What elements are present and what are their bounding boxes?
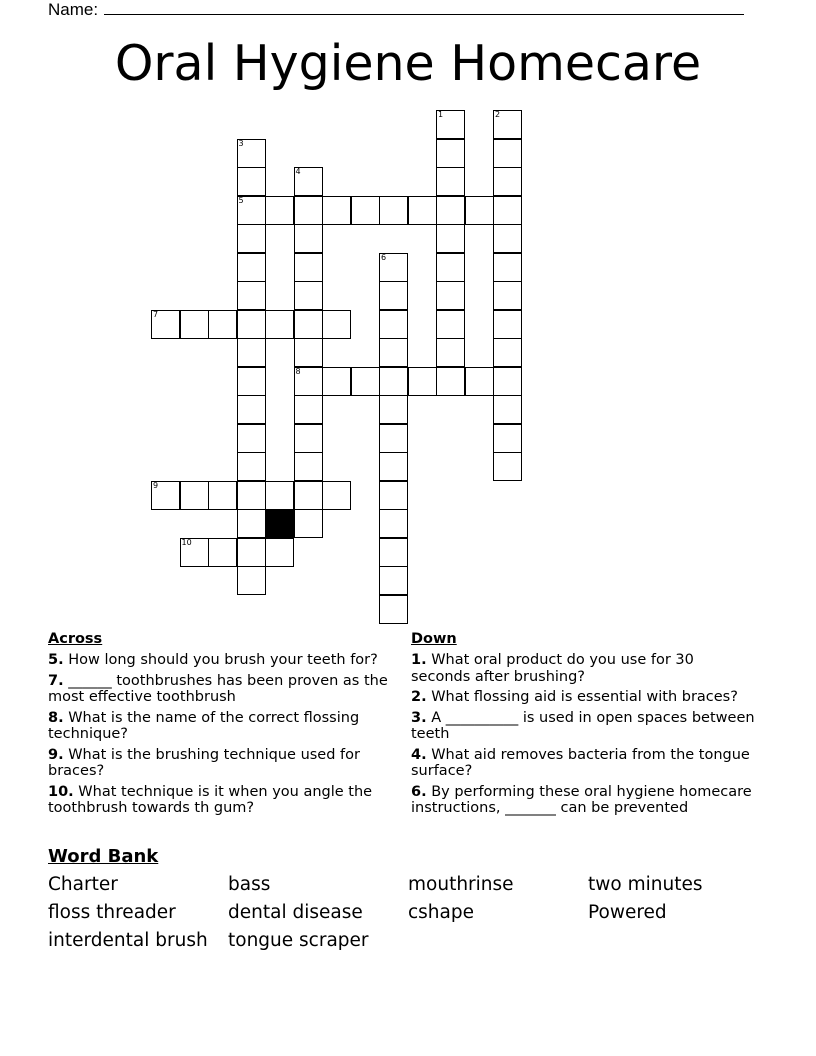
grid-cell[interactable] — [436, 253, 465, 282]
clue-text: What technique is it when you angle the toothbrush towards th gum? — [48, 783, 373, 816]
clue-text: A __________ is used in open spaces between teeth — [411, 709, 755, 742]
grid-cell[interactable] — [294, 338, 323, 367]
clue-number-label: 1. — [411, 652, 427, 668]
grid-cell[interactable] — [379, 281, 408, 310]
grid-cell[interactable] — [436, 110, 465, 139]
clue-number: 2 — [495, 110, 501, 119]
grid-cell[interactable] — [237, 538, 266, 567]
page-title: Oral Hygiene Homecare — [114, 35, 702, 92]
clue-number: 4 — [295, 167, 301, 176]
grid-cell[interactable] — [151, 310, 180, 339]
grid-cell[interactable] — [294, 367, 323, 396]
word-bank-item: floss threader — [48, 902, 176, 923]
grid-cell[interactable] — [294, 253, 323, 282]
clue-number-label: 7. — [48, 672, 64, 689]
grid-cell[interactable] — [493, 367, 522, 396]
across-clue — [48, 673, 393, 706]
clue-text: What oral product do you use for 30 seconds after brushing? — [411, 652, 694, 685]
grid-cell[interactable] — [265, 310, 294, 339]
grid-cell[interactable] — [379, 566, 408, 595]
down-clue — [411, 784, 756, 817]
grid-cell[interactable] — [379, 310, 408, 339]
grid-cell[interactable] — [436, 224, 465, 253]
clue-number-label: 4. — [411, 746, 427, 763]
grid-cell[interactable] — [294, 481, 323, 510]
down-clue — [411, 689, 756, 706]
grid-cell[interactable] — [351, 196, 380, 225]
word-bank-item: Charter — [48, 874, 118, 895]
clue-number: 10 — [181, 537, 192, 547]
grid-cell[interactable] — [379, 481, 408, 510]
grid-cell[interactable] — [436, 310, 465, 339]
grid-cell[interactable] — [208, 310, 237, 339]
clue-number: 3 — [238, 138, 244, 148]
grid-cell[interactable] — [493, 139, 522, 168]
grid-cell[interactable] — [493, 110, 522, 139]
grid-cell[interactable] — [436, 281, 465, 310]
word-bank-item: mouthrinse — [408, 874, 514, 895]
clue-text: ______ toothbrushes has been proven as the most effective toothbrush — [48, 672, 388, 705]
grid-cell[interactable] — [237, 338, 266, 367]
clue-number-label: 2. — [411, 689, 427, 705]
word-bank-item: Powered — [588, 902, 667, 923]
clue-number-label: 5. — [48, 652, 64, 668]
grid-cell[interactable] — [208, 481, 237, 510]
grid-cell[interactable] — [322, 196, 351, 225]
grid-cell[interactable] — [493, 281, 522, 310]
grid-cell[interactable] — [237, 481, 266, 510]
clue-text: What aid removes bacteria from the tongue surface? — [411, 746, 750, 779]
word-bank-item: cshape — [408, 902, 474, 923]
word-bank-heading: Word Bank — [48, 846, 159, 867]
grid-cell[interactable] — [436, 196, 465, 225]
grid-cell[interactable] — [493, 424, 522, 453]
clue-text: How long should you brush your teeth for? — [63, 652, 378, 668]
grid-cell[interactable] — [180, 310, 209, 339]
grid-cell[interactable] — [265, 196, 294, 225]
grid-cell[interactable] — [237, 281, 266, 310]
grid-cell[interactable] — [237, 196, 266, 225]
clue-number-label: 9. — [48, 746, 64, 763]
grid-cell[interactable] — [237, 367, 266, 396]
grid-cell[interactable] — [465, 196, 494, 225]
grid-cell[interactable] — [265, 538, 294, 567]
word-bank-item: two minutes — [588, 874, 703, 895]
across-heading: Across — [48, 631, 103, 647]
grid-cell[interactable] — [237, 452, 266, 481]
grid-cell[interactable] — [379, 509, 408, 538]
grid-cell[interactable] — [180, 538, 209, 567]
clue-number-label: 10. — [48, 783, 74, 800]
grid-cell[interactable] — [379, 367, 408, 396]
grid-cell[interactable] — [180, 481, 209, 510]
grid-cell[interactable] — [493, 310, 522, 339]
grid-cell[interactable] — [379, 538, 408, 567]
clue-number: 7 — [153, 309, 159, 319]
grid-cell[interactable] — [237, 253, 266, 282]
grid-cell[interactable] — [351, 367, 380, 396]
grid-cell[interactable] — [237, 395, 266, 424]
grid-cell[interactable] — [493, 338, 522, 367]
grid-cell[interactable] — [151, 481, 180, 510]
clue-text: By performing these oral hygiene homecare instructions, _______ can be prevented — [411, 783, 752, 816]
across-clue — [48, 747, 393, 780]
grid-cell[interactable] — [436, 139, 465, 168]
across-clue — [48, 652, 393, 669]
clue-number: 5 — [238, 195, 244, 205]
grid-cell[interactable] — [294, 452, 323, 481]
grid-cell[interactable] — [294, 310, 323, 339]
grid-cell[interactable] — [237, 310, 266, 339]
down-clue — [411, 652, 756, 685]
clue-number: 8 — [295, 366, 301, 376]
grid-cell[interactable] — [379, 196, 408, 225]
clue-text: What flossing aid is essential with braces? — [426, 689, 738, 705]
clue-text: What is the brushing technique used for braces? — [48, 746, 360, 779]
grid-cell[interactable] — [379, 424, 408, 453]
across-clue — [48, 784, 393, 817]
grid-cell[interactable] — [237, 167, 266, 196]
down-clue — [411, 747, 756, 780]
grid-cell[interactable] — [465, 367, 494, 396]
down-clue — [411, 710, 756, 743]
clue-number-label: 3. — [411, 709, 427, 726]
grid-cell[interactable] — [237, 566, 266, 595]
grid-cell[interactable] — [294, 509, 323, 538]
clue-number: 9 — [153, 480, 159, 490]
across-clues — [48, 630, 393, 821]
clue-number-label: 6. — [411, 783, 427, 800]
grid-cell[interactable] — [493, 224, 522, 253]
grid-cell[interactable] — [379, 338, 408, 367]
grid-cell[interactable] — [294, 224, 323, 253]
grid-cell[interactable] — [322, 310, 351, 339]
grid-cell[interactable] — [379, 595, 408, 624]
word-bank-item: bass — [228, 874, 271, 895]
grid-cell[interactable] — [493, 196, 522, 225]
grid-cell[interactable] — [237, 509, 266, 538]
grid-cell[interactable] — [493, 452, 522, 481]
down-heading: Down — [411, 631, 457, 647]
grid-cell[interactable] — [294, 196, 323, 225]
grid-cell[interactable] — [493, 395, 522, 424]
clue-number-label: 8. — [48, 709, 64, 726]
clue-text: What is the name of the correct flossing technique? — [48, 709, 360, 742]
grid-cell[interactable] — [493, 253, 522, 282]
grid-cell[interactable] — [237, 424, 266, 453]
grid-cell[interactable] — [322, 367, 351, 396]
grid-cell[interactable] — [208, 538, 237, 567]
grid-cell[interactable] — [322, 481, 351, 510]
grid-cell[interactable] — [436, 338, 465, 367]
grid-cell[interactable] — [265, 481, 294, 510]
word-bank-item: interdental brush — [48, 930, 208, 951]
grid-cell[interactable] — [436, 167, 465, 196]
black-square — [265, 509, 294, 538]
clue-number: 6 — [381, 252, 387, 262]
word-bank-item: dental disease — [228, 902, 363, 923]
grid-cell[interactable] — [379, 253, 408, 282]
grid-cell[interactable] — [436, 367, 465, 396]
name-label: Name: — [48, 0, 99, 19]
clue-number: 1 — [438, 110, 444, 119]
across-clue — [48, 710, 393, 743]
grid-cell[interactable] — [294, 281, 323, 310]
grid-cell[interactable] — [408, 367, 437, 396]
grid-cell[interactable] — [379, 395, 408, 424]
grid-cell[interactable] — [237, 139, 266, 168]
grid-cell[interactable] — [408, 196, 437, 225]
down-clues — [411, 630, 756, 821]
grid-cell[interactable] — [493, 167, 522, 196]
word-bank-item: tongue scraper — [228, 930, 369, 951]
grid-cell[interactable] — [294, 167, 323, 196]
grid-cell[interactable] — [379, 452, 408, 481]
grid-cell[interactable] — [237, 224, 266, 253]
grid-cell[interactable] — [294, 395, 323, 424]
grid-cell[interactable] — [294, 424, 323, 453]
